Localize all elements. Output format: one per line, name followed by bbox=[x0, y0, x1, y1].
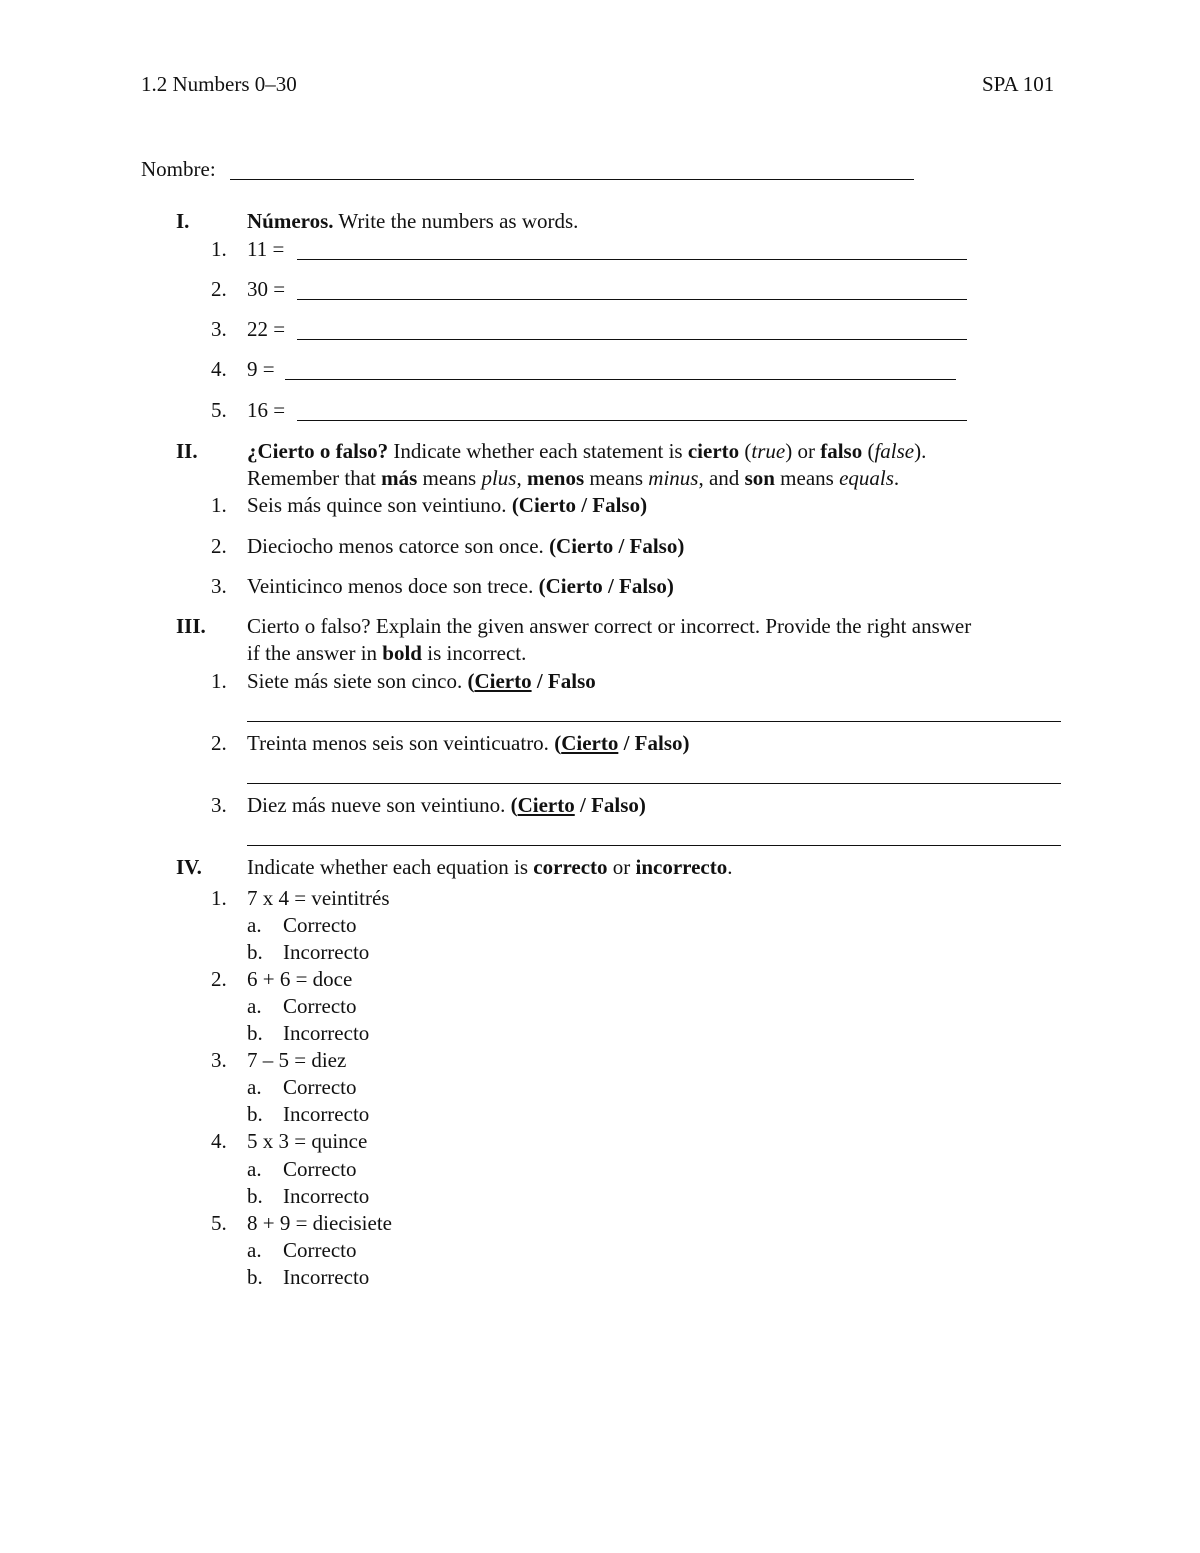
s2-item-num: 2. bbox=[211, 534, 227, 558]
s3-item-text: Siete más siete son cinco. bbox=[247, 669, 463, 693]
s2-item-text: Veinticinco menos doce son trece. bbox=[247, 574, 534, 598]
option-letter-b: b. bbox=[247, 1265, 263, 1289]
page-header-title: 1.2 Numbers 0–30 bbox=[141, 72, 297, 96]
s3-item-text: Treinta menos seis son veinticuatro. bbox=[247, 731, 549, 755]
option-letter-a: a. bbox=[247, 1238, 262, 1262]
selected-answer-cierto: Cierto bbox=[561, 731, 619, 755]
option-correcto[interactable]: Correcto bbox=[283, 994, 357, 1018]
section-2-title: ¿Cierto o falso? bbox=[247, 439, 389, 463]
s2-item bbox=[247, 492, 647, 518]
cierto-falso-choice[interactable]: (Cierto / Falso) bbox=[549, 534, 685, 558]
s4-item-text: 8 + 9 = diecisiete bbox=[247, 1211, 392, 1235]
section-1-heading bbox=[247, 208, 578, 234]
section-2-numeral: II. bbox=[176, 439, 198, 463]
s1-item-num: 2. bbox=[211, 277, 227, 301]
s2-item bbox=[247, 533, 684, 559]
s1-answer-line[interactable] bbox=[297, 299, 967, 300]
instruction-text: Indicate whether each statement is bbox=[393, 439, 683, 463]
section-2-instruction-line-2: Remember that más means plus, menos means minus, and son means equals. bbox=[247, 466, 900, 490]
section-3-numeral: III. bbox=[176, 614, 206, 638]
cierto-falso-choice[interactable]: (Cierto / Falso) bbox=[538, 574, 674, 598]
keyword-true: true bbox=[751, 439, 786, 463]
s1-answer-line[interactable] bbox=[297, 259, 967, 260]
option-letter-b: b. bbox=[247, 940, 263, 964]
keyword-cierto: cierto bbox=[687, 439, 740, 463]
cierto-falso-choice[interactable] bbox=[467, 669, 595, 693]
s4-item-text: 6 + 6 = doce bbox=[247, 967, 353, 991]
instruction-text: if the answer in bbox=[247, 641, 378, 665]
s4-item-num: 1. bbox=[211, 886, 227, 910]
option-correcto[interactable]: Correcto bbox=[283, 1157, 357, 1181]
s3-item bbox=[247, 668, 596, 694]
paren: ( bbox=[467, 669, 475, 693]
s2-item-num: 1. bbox=[211, 493, 227, 517]
keyword-plus: plus bbox=[481, 466, 517, 490]
option-falso: / Falso bbox=[618, 731, 683, 755]
option-correcto[interactable]: Correcto bbox=[283, 913, 357, 937]
section-4-numeral: IV. bbox=[176, 855, 202, 879]
option-falso: / Falso bbox=[531, 669, 596, 693]
s2-item-text: Seis más quince son veintiuno. bbox=[247, 493, 507, 517]
section-3-instruction-line-2 bbox=[247, 640, 526, 666]
cierto-falso-choice[interactable] bbox=[511, 793, 646, 817]
instruction-text: is incorrect. bbox=[427, 641, 527, 665]
section-3-instruction-line-1: Cierto o falso? Explain the given answer correct or incorrect. Provide the right answer bbox=[247, 614, 972, 638]
paren: ( bbox=[554, 731, 562, 755]
keyword-correcto: correcto bbox=[533, 855, 608, 879]
s4-item-num: 2. bbox=[211, 967, 227, 991]
section-1-instruction: Write the numbers as words. bbox=[338, 209, 579, 233]
s2-item-num: 3. bbox=[211, 574, 227, 598]
s1-answer-line[interactable] bbox=[285, 379, 956, 380]
s1-item-num: 3. bbox=[211, 317, 227, 341]
option-incorrecto[interactable]: Incorrecto bbox=[283, 1184, 370, 1208]
paren: ) bbox=[682, 731, 690, 755]
keyword-false: false bbox=[874, 439, 915, 463]
instruction-text: means bbox=[780, 466, 834, 490]
s2-item-text: Dieciocho menos catorce son once. bbox=[247, 534, 544, 558]
s3-explanation-line[interactable] bbox=[247, 721, 1061, 722]
s3-item-num: 3. bbox=[211, 793, 227, 817]
keyword-incorrecto: incorrecto bbox=[635, 855, 728, 879]
option-letter-a: a. bbox=[247, 1075, 262, 1099]
instruction-text: means bbox=[422, 466, 477, 490]
cierto-falso-choice[interactable]: (Cierto / Falso) bbox=[511, 493, 648, 517]
instruction-text: or bbox=[612, 855, 631, 879]
keyword-minus: minus bbox=[648, 466, 699, 490]
instruction-text: and bbox=[708, 466, 740, 490]
option-falso: / Falso bbox=[574, 793, 639, 817]
s3-item bbox=[247, 792, 646, 818]
name-answer-line[interactable] bbox=[230, 179, 914, 180]
page-header-course: SPA 101 bbox=[982, 72, 1055, 96]
keyword-equals: equals bbox=[839, 466, 894, 490]
s3-item-num: 1. bbox=[211, 669, 227, 693]
section-1-title: Números. bbox=[247, 209, 334, 233]
selected-answer-cierto: Cierto bbox=[474, 669, 532, 693]
option-letter-a: a. bbox=[247, 913, 262, 937]
option-correcto[interactable]: Correcto bbox=[283, 1238, 357, 1262]
instruction-text: Indicate whether each equation is bbox=[247, 855, 529, 879]
name-label: Nombre: bbox=[141, 157, 216, 181]
s3-explanation-line[interactable] bbox=[247, 783, 1061, 784]
s1-item-text: 9 = bbox=[247, 357, 275, 381]
option-incorrecto[interactable]: Incorrecto bbox=[283, 1021, 370, 1045]
option-letter-a: a. bbox=[247, 1157, 262, 1181]
s3-explanation-line[interactable] bbox=[247, 845, 1061, 846]
s1-item-text: 22 = bbox=[247, 317, 286, 341]
option-incorrecto[interactable]: Incorrecto bbox=[283, 1265, 370, 1289]
s4-item-num: 3. bbox=[211, 1048, 227, 1072]
s1-item-text: 30 = bbox=[247, 277, 286, 301]
selected-answer-cierto: Cierto bbox=[517, 793, 575, 817]
paren: ) bbox=[638, 793, 646, 817]
s3-item-num: 2. bbox=[211, 731, 227, 755]
s3-item-text: Diez más nueve son veintiuno. bbox=[247, 793, 506, 817]
s4-item-text: 7 x 4 = veintitrés bbox=[247, 886, 390, 910]
keyword-falso: falso bbox=[820, 439, 863, 463]
keyword-bold: bold bbox=[382, 641, 422, 665]
option-incorrecto[interactable]: Incorrecto bbox=[283, 1102, 370, 1126]
s1-item-num: 4. bbox=[211, 357, 227, 381]
section-2-instruction-line-1: ¿Cierto o falso? Indicate whether each statement is cierto (true) or falso (false). bbox=[247, 439, 927, 463]
s1-answer-line[interactable] bbox=[297, 420, 967, 421]
cierto-falso-choice[interactable] bbox=[554, 731, 689, 755]
keyword-mas: más bbox=[381, 466, 418, 490]
option-incorrecto[interactable]: Incorrecto bbox=[283, 940, 370, 964]
option-letter-a: a. bbox=[247, 994, 262, 1018]
s4-item-text: 5 x 3 = quince bbox=[247, 1129, 368, 1153]
s3-item bbox=[247, 730, 690, 756]
paren: ( bbox=[510, 793, 518, 817]
option-letter-b: b. bbox=[247, 1102, 263, 1126]
section-4-instruction: Indicate whether each equation is correcto or incorrecto. bbox=[247, 855, 733, 879]
s1-item-num: 5. bbox=[211, 398, 227, 422]
instruction-text: Remember that bbox=[247, 466, 376, 490]
instruction-text: means bbox=[589, 466, 644, 490]
option-letter-b: b. bbox=[247, 1021, 263, 1045]
s4-item-text: 7 – 5 = diez bbox=[247, 1048, 347, 1072]
s2-item bbox=[247, 573, 674, 599]
option-letter-b: b. bbox=[247, 1184, 263, 1208]
s1-item-text: 16 = bbox=[247, 398, 286, 422]
instruction-text: or bbox=[797, 439, 815, 463]
section-1-numeral: I. bbox=[176, 209, 190, 233]
keyword-menos: menos bbox=[526, 466, 585, 490]
s1-answer-line[interactable] bbox=[297, 339, 967, 340]
s1-item-text: 11 = bbox=[247, 237, 285, 261]
keyword-son: son bbox=[744, 466, 775, 490]
s4-item-num: 5. bbox=[211, 1211, 227, 1235]
option-correcto[interactable]: Correcto bbox=[283, 1075, 357, 1099]
s1-item-num: 1. bbox=[211, 237, 227, 261]
s4-item-num: 4. bbox=[211, 1129, 227, 1153]
